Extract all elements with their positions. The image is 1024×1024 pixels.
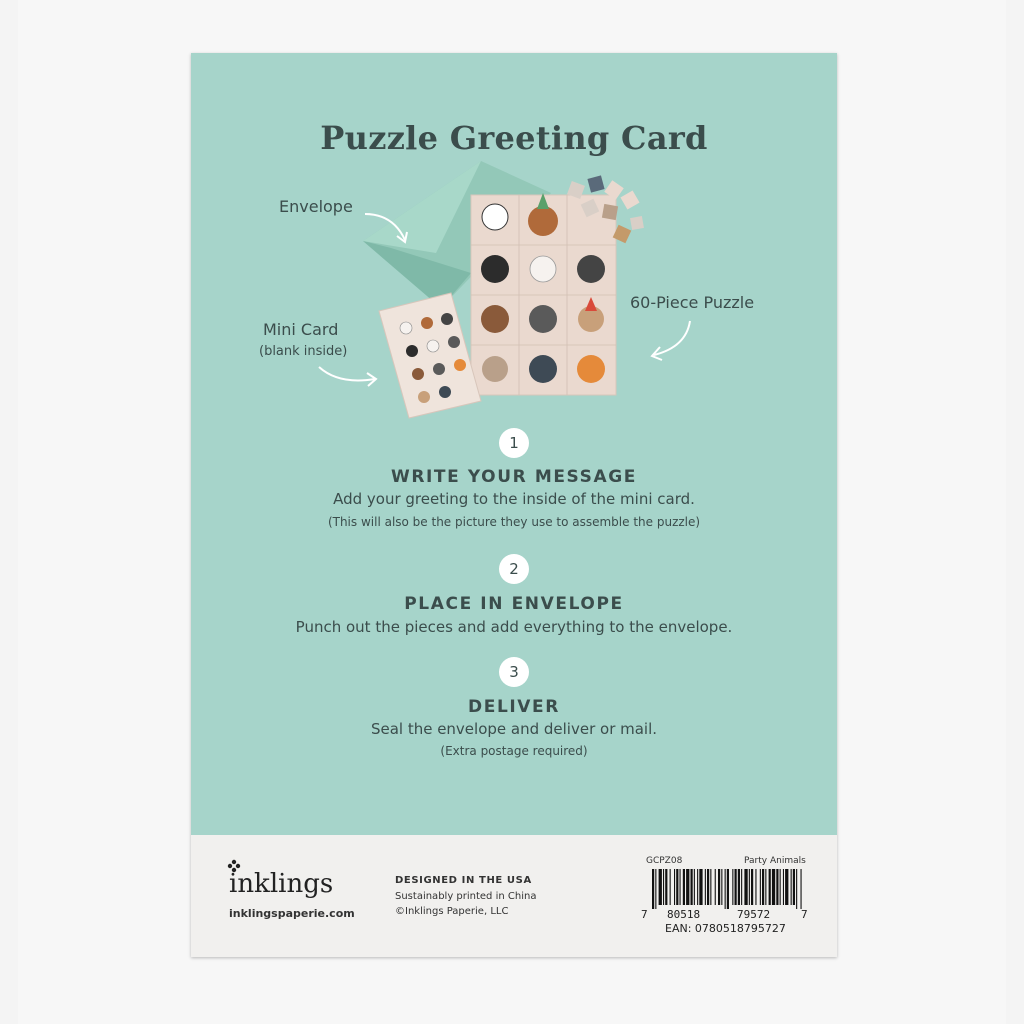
- mini-card-arrow-icon: [315, 361, 381, 391]
- barcode-bar: [780, 869, 781, 905]
- barcode-bar: [760, 869, 761, 905]
- barcode-bar: [755, 869, 756, 905]
- product-illustration: [351, 153, 691, 423]
- barcode-bar: [707, 869, 709, 905]
- step-3-number: 3: [499, 657, 529, 687]
- designed-in-text: DESIGNED IN THE USA: [395, 875, 532, 886]
- step-3-text: Seal the envelope and deliver or mail.: [370, 720, 658, 738]
- barcode-bar: [721, 869, 722, 905]
- barcode-bar: [801, 869, 802, 909]
- barcode-bar: [659, 869, 662, 905]
- barcode-bar: [718, 869, 720, 905]
- barcode-bar: [691, 869, 693, 905]
- envelope-callout: Envelope: [279, 197, 353, 216]
- barcode-bar: [710, 869, 711, 905]
- barcode-bar: [680, 869, 681, 905]
- copyright-text: ©Inklings Paperie, LLC: [395, 906, 509, 917]
- barcode-bar: [705, 869, 706, 905]
- product-card: [191, 53, 837, 957]
- puzzle-callout: 60-Piece Puzzle: [630, 293, 755, 312]
- step-2-heading: PLACE IN ENVELOPE: [404, 594, 624, 614]
- puzzle-arrow-icon: [646, 317, 696, 361]
- barcode-bar: [741, 869, 742, 905]
- barcode-bar: [732, 869, 733, 905]
- barcode-digits-group-1: 80518: [667, 908, 701, 921]
- barcode-bar: [674, 869, 675, 905]
- barcode-bar: [676, 869, 678, 905]
- mini-card-callout-sub: (blank inside): [259, 344, 348, 359]
- barcode-bar: [670, 869, 671, 905]
- barcode-digit-right: 7: [801, 908, 808, 921]
- barcode-bar: [715, 869, 716, 905]
- barcode-bar: [785, 869, 788, 905]
- barcode-bar: [738, 869, 740, 905]
- step-2-text: Punch out the pieces and add everything to the envelope.: [295, 618, 733, 636]
- barcode-bar: [793, 869, 795, 905]
- brand-logo: inklings: [229, 869, 334, 899]
- barcode-bar: [744, 869, 747, 905]
- series-name: Party Animals: [744, 856, 806, 866]
- barcode-bar: [776, 869, 778, 905]
- barcode-bar: [727, 869, 729, 909]
- barcode-bar: [686, 869, 689, 905]
- barcode-digits-group-2: 79572: [737, 908, 771, 921]
- barcode-bar: [663, 869, 664, 905]
- step-3-heading: DELIVER: [468, 697, 560, 717]
- barcode-bar: [725, 869, 726, 909]
- barcode-bar: [796, 869, 797, 909]
- step-2-number: 2: [499, 554, 529, 584]
- barcode-bar: [655, 869, 656, 909]
- step-1-note: (This will also be the picture they use to assemble the puzzle): [327, 515, 701, 529]
- printed-in-text: Sustainably printed in China: [395, 891, 537, 902]
- step-1-heading: WRITE YOUR MESSAGE: [390, 467, 638, 487]
- barcode-bar: [694, 869, 695, 905]
- step-1-number: 1: [499, 428, 529, 458]
- barcode-bar: [699, 869, 702, 905]
- barcode-bar: [751, 869, 753, 905]
- mini-card-illustration: [379, 293, 481, 418]
- barcode-bar: [697, 869, 698, 905]
- barcode-bar: [652, 869, 654, 909]
- mini-card-callout: Mini Card: [263, 320, 339, 339]
- barcode-bar: [791, 869, 792, 905]
- sku-code: GCPZ08: [646, 856, 683, 866]
- barcode-bar: [749, 869, 750, 905]
- step-3-note: (Extra postage required): [440, 744, 588, 758]
- barcode-bar: [735, 869, 737, 905]
- barcode-bar: [683, 869, 685, 905]
- barcode-digit-left: 7: [641, 908, 648, 921]
- envelope-arrow-icon: [361, 208, 411, 248]
- barcode-bar: [772, 869, 775, 905]
- barcode-bar: [665, 869, 667, 905]
- barcode-bar: [762, 869, 764, 905]
- barcode-bar: [769, 869, 771, 905]
- barcode-bar: [783, 869, 784, 905]
- card-footer: [191, 835, 837, 957]
- barcode-bar: [765, 869, 766, 905]
- puzzle-illustration: [471, 175, 644, 395]
- ean-text: EAN: 0780518795727: [665, 922, 786, 935]
- card-title: Puzzle Greeting Card: [320, 119, 708, 157]
- step-1-text: Add your greeting to the inside of the mini card.: [333, 490, 695, 508]
- brand-url: inklingspaperie.com: [229, 907, 355, 920]
